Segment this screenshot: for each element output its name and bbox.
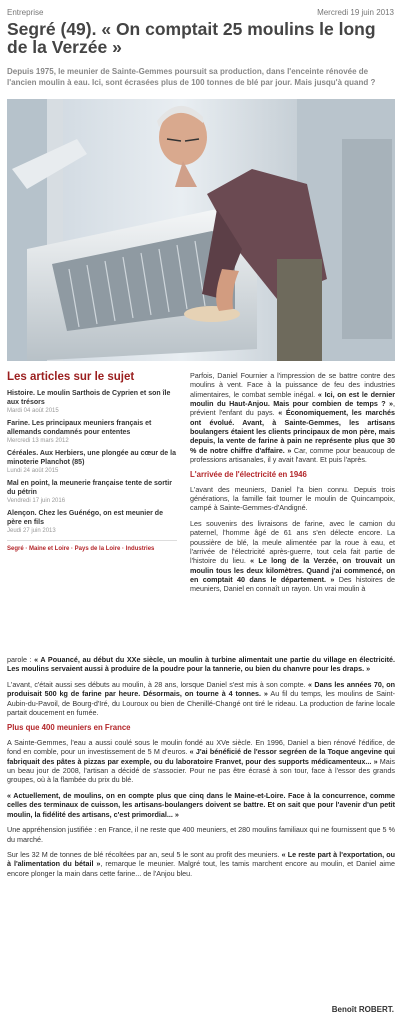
related-article-link[interactable]: Céréales. Aux Herbiers, une plongée au cœur de la minoterie Planchot (85) [7, 450, 176, 466]
related-article-date: Mardi 04 août 2015 [7, 408, 59, 414]
quote: « Économiquement, les marchés ont évolué. Avant, à Sainte-Gemmes, les artisans boulangers étaient les clients principaux de mon père, mais depuis, la vente de farine à pain ne représente plus que 30 % de notre chiffre d'affaire. » [190, 408, 395, 455]
paragraph [7, 655, 395, 674]
related-article[interactable] [7, 449, 177, 474]
paragraph [190, 371, 395, 464]
author-signature: Benoît ROBERT. [331, 1005, 394, 1014]
related-article[interactable] [7, 389, 177, 414]
paragraph [7, 680, 395, 718]
text: Des histoires de meuniers, Daniel en connaît un rayon. Un vrai moulin à [190, 574, 396, 594]
quote: « Dans les années 70, on produisait 500 kg de farine par heure. Désormais, on tourne à 4 tonnes. » [7, 679, 396, 699]
paragraph [7, 738, 395, 785]
publication-date: Mercredi 19 juin 2013 [317, 8, 394, 17]
related-articles [7, 371, 177, 553]
quote: « Le long de la Verzée, on trouvait un moulin tous les deux kilomètres. Quand j'ai commencé, on en comptait 40 dans le département. » [190, 556, 396, 584]
related-article-link[interactable]: Farine. Les principaux meuniers français et allemands condamnés pour ententes [7, 420, 152, 436]
paragraph: Une appréhension justifiée : en France, il ne reste que 400 meuniers, et 280 moulins familiaux qui ne fournissent que 5 % du marché. [7, 825, 395, 844]
quote: « J'ai bénéficié de l'essor segréen de la Toque angevine qui fabriquait des pâtes à pizzas par exemple, ou du laboratoire Franvet, pour des supports médicamenteux... » [7, 747, 395, 766]
quote: « A Pouancé, au début du XXe siècle, un moulin à turbine alimentait une partie du village en électricité. Les moulins servaient aussi à produire de la poudre pour la tannerie, ou bien du chanvre pour les draps. » [7, 655, 395, 674]
text: Les souvenirs des livraisons de farine, avec le camion du paternel, l'homme âgé de 61 ans s'en délecte encore. La poussière de blé, la meule alimentée par la roue à eau, et l'arrivée de l'électricité après-guerre, tout cela fait partie de l'histoire du lieu. [190, 518, 395, 566]
related-article-link[interactable]: Mal en point, la meunerie française tente de sortir du pétrin [7, 480, 172, 496]
text: , prévient l'enfant du pays. [190, 399, 395, 418]
related-article-date: Mercredi 13 mars 2012 [7, 438, 69, 444]
related-article[interactable] [7, 479, 177, 504]
text: Mais un beau jour de 2008, l'artisan a décidé de s'associer. Pour ne pas être écrasé à son tour, face à l'essor des grands groupes, où à la flambée du prix du blé. [7, 756, 395, 785]
paragraph [7, 850, 395, 878]
related-article[interactable] [7, 509, 177, 534]
text: Car, comme pour beaucoup de professions artisanales, il y avait l'avant. Et puis l'après. [190, 445, 395, 465]
article-column [190, 371, 395, 600]
paragraph [190, 519, 395, 594]
related-article-link[interactable]: Alençon. Chez les Guénégo, on est meunier de père en fils [7, 510, 163, 526]
category-label[interactable]: Entreprise [7, 8, 44, 17]
text: A Sainte-Gemmes, l'eau a aussi coulé sous le moulin fondé au XVe siècle. En 1996, Daniel a bien rénové l'édifice, de fond en comble, pour un investissement de 5 M d'euros. [7, 737, 395, 757]
quote: « Le reste part à l'exportation, ou à l'alimentation du bétail » [7, 849, 396, 869]
text: Au fil du temps, les moulins de Saint-Aubin-du-Pavoil, de Bourg-d'Iré, du Louroux ou bien de Chenillé-Changé ont tiré le rideau. La production de farine locale partait doucement en fumée. [7, 689, 395, 718]
text: Parfois, Daniel Fournier a l'impression de se battre contre des moulins à vent. Face à la puissance de feu des industries alimentaires, le combat semble inégal. [190, 371, 395, 399]
related-article-link[interactable]: Histoire. Le moulin Sarthois de Cyprien et son île aux trésors [7, 390, 171, 406]
tag-links[interactable]: Segré · Maine et Loire · Pays de la Loire · Industries [7, 540, 177, 553]
text: Sur les 32 M de tonnes de blé récoltées par an, seul 5 le sont au profit des meuniers. [7, 849, 282, 859]
article-body [7, 655, 395, 884]
subheading: Plus que 400 meuniers en France [7, 723, 131, 733]
text: , remarque le meunier. Malgré tout, les tamis marchent encore au moulin, et Daniel aime encore plonger la main dans cette farine... de l'Anjou bleu. [7, 859, 395, 878]
subheading: L'arrivée de l'électricité en 1946 [190, 470, 307, 480]
related-article[interactable] [7, 419, 177, 444]
quote: « Ici, on est le dernier moulin du Haut-Anjou. Mais pour combien de temps ? » [190, 389, 395, 409]
related-article-date: Jeudi 27 juin 2013 [7, 528, 56, 534]
text: parole : [7, 655, 35, 664]
text: L'avant, c'était aussi ses débuts au moulin, à 28 ans, lorsque Daniel s'est mis à son compte. [7, 679, 309, 689]
related-article-date: Lundi 24 août 2015 [7, 468, 59, 474]
paragraph: L'avant des meuniers, Daniel l'a bien connu. Depuis trois générations, la famille fait tourner le moulin de Quincampoix, campé à Sainte-Gemmes-d'Andigné. [190, 484, 395, 513]
article-photo [7, 99, 395, 361]
article-title: Segré (49). « On comptait 25 moulins le long de la Verzée » [7, 19, 376, 57]
related-article-date: Vendredi 17 juin 2016 [7, 498, 66, 504]
quote: « Actuellement, de moulins, on en compte plus que cinq dans le Maine-et-Loire. Face à la concurrence, comme celles des terminaux de cuisson, les artisans-boulangers doivent se battre. Et on sait que pour l'avenir d'un petit moulin, la fidélité des artisans, c'est primordial... » [7, 790, 395, 819]
article-lead: Depuis 1975, le meunier de Sainte-Gemmes poursuit sa production, dans l'enceinte rénovée de l'ancien moulin à eau. Ici, sont écrasées plus de 100 tonnes de blé par jour. Mais jusqu'à quand ? [7, 67, 376, 87]
related-articles-heading: Les articles sur le sujet [7, 371, 135, 383]
paragraph [7, 791, 395, 819]
